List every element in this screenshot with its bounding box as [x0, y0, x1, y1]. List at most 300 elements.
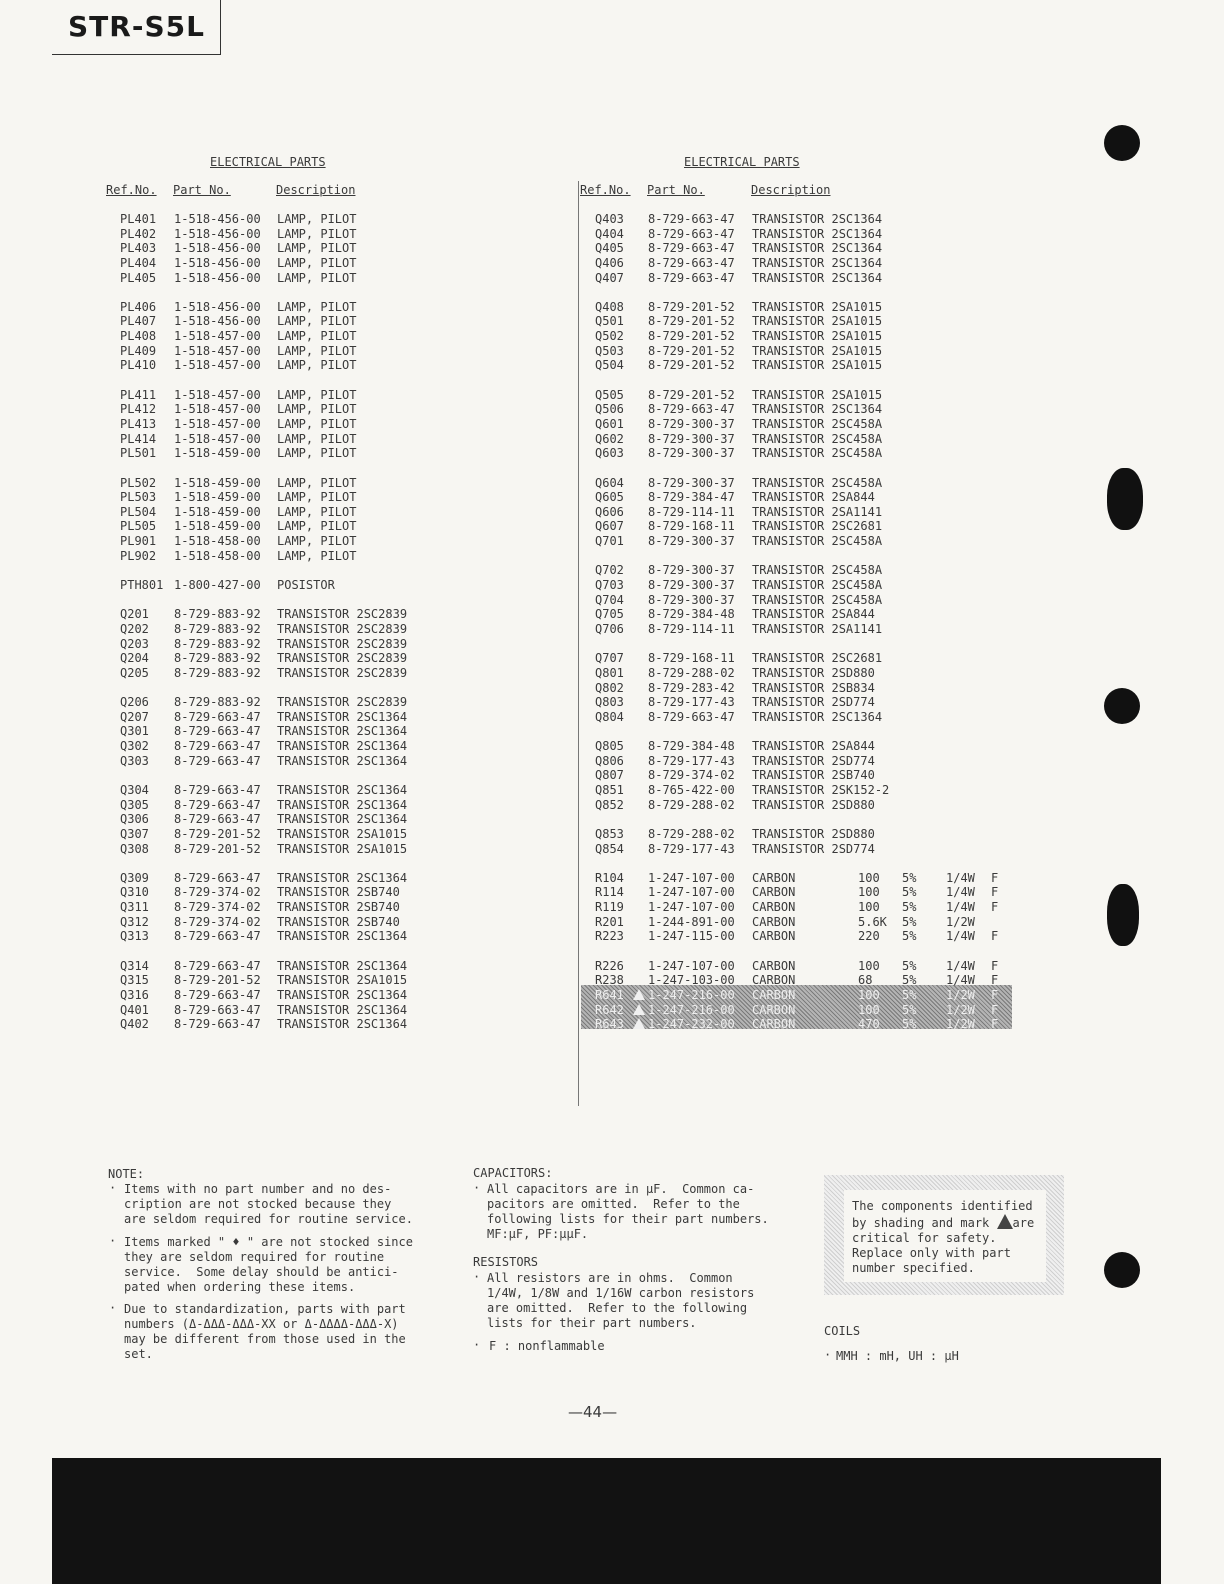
table-row [580, 446, 1010, 461]
part-no: 1-518-457-00 [174, 329, 261, 344]
table-row [580, 710, 1010, 725]
ref-no: Q306 [120, 812, 149, 827]
table-row [580, 915, 1010, 930]
table-row [580, 973, 1010, 988]
part-no: 8-729-283-42 [648, 680, 735, 695]
description: TRANSISTOR 2SC1364 [277, 1002, 408, 1017]
table-row [580, 681, 1010, 696]
ref-no: Q502 [595, 329, 624, 344]
part-no: 8-729-663-47 [174, 929, 261, 944]
table-row [580, 666, 1010, 681]
note-heading: NOTE: [108, 1167, 145, 1181]
description: TRANSISTOR 2SB740 [277, 900, 400, 915]
ref-no: R226 [595, 958, 624, 973]
row-spacer [106, 944, 436, 959]
description: LAMP, PILOT [277, 402, 357, 417]
part-no: 1-518-456-00 [174, 255, 261, 270]
part-no: 8-729-300-37 [648, 578, 735, 593]
part-no: 1-518-456-00 [174, 226, 261, 241]
ref-no: Q408 [595, 299, 624, 314]
resistance-value: 100 [858, 870, 880, 885]
part-no: 8-729-384-47 [648, 490, 735, 505]
resistance-value: 470 [858, 1017, 880, 1032]
part-no: 8-765-422-00 [648, 782, 735, 797]
ref-no: PTH801 [120, 578, 164, 593]
binder-hole [1104, 688, 1140, 724]
description: TRANSISTOR 2SC458A [752, 592, 883, 607]
part-no: 8-729-288-02 [648, 665, 735, 680]
ref-no: Q310 [120, 885, 149, 900]
table-row [580, 929, 1010, 944]
part-no: 8-729-883-92 [174, 651, 261, 666]
table-row [580, 578, 1010, 593]
part-no: 8-729-300-37 [648, 534, 735, 549]
row-spacer [106, 681, 436, 696]
part-no: 8-729-663-47 [648, 212, 735, 226]
table-row [580, 476, 1010, 491]
part-no: 1-518-459-00 [174, 475, 261, 490]
ref-no: Q606 [595, 504, 624, 519]
ref-no: PL405 [120, 270, 157, 285]
row-spacer [106, 768, 436, 783]
ref-no: Q703 [595, 578, 624, 593]
part-no: 8-729-663-47 [174, 870, 261, 885]
description: LAMP, PILOT [277, 343, 357, 358]
part-no: 1-244-891-00 [648, 914, 735, 929]
ref-no: Q405 [595, 241, 624, 256]
ref-no: Q854 [595, 841, 624, 856]
ref-no: Q706 [595, 621, 624, 636]
left-section-title: ELECTRICAL PARTS [210, 155, 326, 169]
resistance-value: 220 [858, 929, 880, 944]
description: LAMP, PILOT [277, 358, 357, 373]
ref-no: Q401 [120, 1002, 149, 1017]
description: TRANSISTOR 2SC2839 [277, 636, 408, 651]
part-no: 1-518-457-00 [174, 431, 261, 446]
row-spacer [580, 549, 1010, 564]
row-spacer [106, 856, 436, 871]
description: TRANSISTOR 2SA1015 [752, 314, 883, 329]
part-no: 8-729-300-37 [648, 416, 735, 431]
table-row [106, 490, 436, 505]
description: TRANSISTOR 2SC1364 [752, 241, 883, 256]
left-header-desc: Description [276, 183, 356, 197]
ref-no: Q503 [595, 343, 624, 358]
ref-no: Q303 [120, 753, 149, 768]
ref-no: R643 [595, 1017, 624, 1032]
flammability-flag: F [991, 958, 999, 973]
table-row [106, 271, 436, 286]
part-no: 1-247-216-00 [648, 987, 735, 1002]
ref-no: Q704 [595, 592, 624, 607]
description: TRANSISTOR 2SC1364 [752, 212, 883, 226]
description: LAMP, PILOT [277, 226, 357, 241]
table-row [580, 1003, 1010, 1018]
ref-no: Q604 [595, 475, 624, 490]
ref-no: R238 [595, 973, 624, 988]
ref-no: PL409 [120, 343, 157, 358]
ref-no: Q601 [595, 416, 624, 431]
description: LAMP, PILOT [277, 314, 357, 329]
ref-no: Q603 [595, 446, 624, 461]
description: TRANSISTOR 2SC2681 [752, 651, 883, 666]
ref-no: Q605 [595, 490, 624, 505]
ref-no: Q805 [595, 739, 624, 754]
ref-no: Q707 [595, 651, 624, 666]
ref-no: Q314 [120, 958, 149, 973]
part-no: 8-729-300-37 [648, 592, 735, 607]
description: CARBON [752, 914, 796, 929]
resistance-value: 100 [858, 1002, 880, 1017]
table-row [106, 929, 436, 944]
ref-no: Q802 [595, 680, 624, 695]
tolerance: 5% [902, 973, 917, 988]
part-no: 8-729-177-43 [648, 753, 735, 768]
resistance-value: 100 [858, 900, 880, 915]
ref-no: PL412 [120, 402, 157, 417]
flammability-flag: F [991, 973, 999, 988]
note-item: Due to standardization, parts with part numbers (Δ-ΔΔΔ-ΔΔΔ-XX or Δ-ΔΔΔΔ-ΔΔΔ-X) may be different from those used in the set. [124, 1302, 406, 1361]
description: LAMP, PILOT [277, 329, 357, 344]
ref-no: Q308 [120, 841, 149, 856]
part-no: 8-729-663-47 [174, 782, 261, 797]
description: TRANSISTOR 2SC458A [752, 446, 883, 461]
description: LAMP, PILOT [277, 255, 357, 270]
table-row [106, 973, 436, 988]
description: TRANSISTOR 2SC458A [752, 431, 883, 446]
part-no: 8-729-374-02 [174, 914, 261, 929]
part-no: 1-247-107-00 [648, 885, 735, 900]
table-row [106, 871, 436, 886]
part-no: 8-729-300-37 [648, 563, 735, 578]
description: TRANSISTOR 2SB834 [752, 680, 875, 695]
description: LAMP, PILOT [277, 431, 357, 446]
table-row [580, 402, 1010, 417]
description: TRANSISTOR 2SC2839 [277, 621, 408, 636]
table-row [106, 358, 436, 373]
part-no: 8-729-663-47 [174, 797, 261, 812]
description: TRANSISTOR 2SB740 [277, 885, 400, 900]
part-no: 8-729-300-37 [648, 446, 735, 461]
table-row [580, 241, 1010, 256]
flammability-flag: F [991, 1017, 999, 1032]
table-row [580, 827, 1010, 842]
part-no: 8-729-883-92 [174, 607, 261, 622]
binder-hole [1104, 125, 1140, 161]
description: TRANSISTOR 2SD880 [752, 797, 875, 812]
row-spacer [580, 373, 1010, 388]
table-row [580, 358, 1010, 373]
tolerance: 5% [902, 1017, 917, 1032]
flammability-flag: F [991, 929, 999, 944]
part-no: 8-729-883-92 [174, 695, 261, 710]
table-row [106, 432, 436, 447]
wattage: 1/4W [946, 885, 975, 900]
table-row [106, 402, 436, 417]
description: TRANSISTOR 2SC1364 [277, 870, 408, 885]
table-row [580, 885, 1010, 900]
wattage: 1/4W [946, 973, 975, 988]
ref-no: PL403 [120, 241, 157, 256]
description: TRANSISTOR 2SC1364 [277, 709, 408, 724]
row-spacer [106, 563, 436, 578]
part-no: 1-518-457-00 [174, 343, 261, 358]
description: TRANSISTOR 2SC1364 [277, 958, 408, 973]
row-spacer [580, 944, 1010, 959]
table-row [106, 446, 436, 461]
description: TRANSISTOR 2SC2681 [752, 519, 883, 534]
ref-no: Q407 [595, 270, 624, 285]
ref-no: PL404 [120, 255, 157, 270]
description: CARBON [752, 1002, 796, 1017]
part-no: 8-729-663-47 [174, 739, 261, 754]
part-no: 1-518-459-00 [174, 490, 261, 505]
tolerance: 5% [902, 1002, 917, 1017]
ref-no: PL504 [120, 504, 157, 519]
part-no: 8-729-374-02 [174, 900, 261, 915]
wattage: 1/4W [946, 929, 975, 944]
ref-no: Q804 [595, 709, 624, 724]
ref-no: PL408 [120, 329, 157, 344]
ref-no: Q206 [120, 695, 149, 710]
description: LAMP, PILOT [277, 387, 357, 402]
left-parts-list [106, 212, 436, 1032]
ref-no: Q301 [120, 724, 149, 739]
row-spacer [580, 461, 1010, 476]
description: TRANSISTOR 2SC458A [752, 563, 883, 578]
right-header-desc: Description [751, 183, 831, 197]
safety-notice-text: The components identified by shading and mark are critical for safety. Replace only with part number specified. [852, 1199, 1035, 1275]
ref-no: PL406 [120, 299, 157, 314]
wattage: 1/4W [946, 870, 975, 885]
table-row [106, 241, 436, 256]
description: TRANSISTOR 2SC2839 [277, 665, 408, 680]
description: TRANSISTOR 2SC2839 [277, 651, 408, 666]
table-row [106, 534, 436, 549]
table-row [106, 827, 436, 842]
description: LAMP, PILOT [277, 416, 357, 431]
description: TRANSISTOR 2SC2839 [277, 607, 408, 622]
description: TRANSISTOR 2SC1364 [752, 226, 883, 241]
description: TRANSISTOR 2SC458A [752, 416, 883, 431]
table-row [580, 842, 1010, 857]
table-row [580, 534, 1010, 549]
wattage: 1/2W [946, 987, 975, 1002]
part-no: 8-729-201-52 [648, 329, 735, 344]
ref-no: Q312 [120, 914, 149, 929]
scan-footer-band [52, 1458, 1161, 1584]
description: TRANSISTOR 2SA1141 [752, 621, 883, 636]
table-row [106, 651, 436, 666]
warning-triangle-icon [633, 989, 645, 1000]
description: TRANSISTOR 2SC1364 [277, 797, 408, 812]
description: TRANSISTOR 2SC1364 [277, 812, 408, 827]
ref-no: R223 [595, 929, 624, 944]
part-no: 8-729-883-92 [174, 621, 261, 636]
flammability-flag: F [991, 987, 999, 1002]
table-row [580, 1017, 1010, 1032]
ref-no: Q803 [595, 695, 624, 710]
part-no: 1-518-459-00 [174, 519, 261, 534]
binder-hole [1104, 1252, 1140, 1288]
description: TRANSISTOR 2SC458A [752, 534, 883, 549]
part-no: 8-729-663-47 [648, 255, 735, 270]
table-row [106, 329, 436, 344]
table-row [106, 842, 436, 857]
table-row [106, 505, 436, 520]
description: TRANSISTOR 2SA844 [752, 739, 875, 754]
table-row [580, 622, 1010, 637]
resistance-value: 100 [858, 885, 880, 900]
part-no: 8-729-663-47 [174, 812, 261, 827]
ref-no: Q602 [595, 431, 624, 446]
flammability-flag: F [991, 1002, 999, 1017]
note-item: Items with no part number and no des- cription are not stocked because they are seldom required for routine service. [124, 1182, 413, 1226]
part-no: 1-518-457-00 [174, 402, 261, 417]
description: LAMP, PILOT [277, 504, 357, 519]
tolerance: 5% [902, 987, 917, 1002]
tolerance: 5% [902, 958, 917, 973]
ref-no: Q504 [595, 358, 624, 373]
table-row [580, 768, 1010, 783]
table-row [106, 710, 436, 725]
coils-text: MMH : mH, UH : μH [836, 1349, 959, 1363]
table-row [580, 300, 1010, 315]
description: TRANSISTOR 2SA1015 [277, 826, 408, 841]
part-no: 8-729-201-52 [174, 841, 261, 856]
description: TRANSISTOR 2SC2839 [277, 695, 408, 710]
part-no: 8-729-201-52 [174, 826, 261, 841]
part-no: 8-729-114-11 [648, 621, 735, 636]
description: TRANSISTOR 2SD880 [752, 665, 875, 680]
right-header-ref: Ref.No. [580, 183, 631, 197]
part-no: 1-518-459-00 [174, 446, 261, 461]
table-row [106, 476, 436, 491]
ref-no: R201 [595, 914, 624, 929]
table-row [106, 388, 436, 403]
ref-no: Q701 [595, 534, 624, 549]
description: TRANSISTOR 2SA1015 [752, 358, 883, 373]
part-no: 1-247-107-00 [648, 900, 735, 915]
ref-no: PL501 [120, 446, 157, 461]
ref-no: Q309 [120, 870, 149, 885]
table-row [106, 783, 436, 798]
ref-no: Q806 [595, 753, 624, 768]
ref-no: Q851 [595, 782, 624, 797]
part-no: 8-729-883-92 [174, 665, 261, 680]
part-no: 8-729-663-47 [174, 724, 261, 739]
part-no: 8-729-168-11 [648, 651, 735, 666]
wattage: 1/2W [946, 1002, 975, 1017]
description: TRANSISTOR 2SC1364 [752, 270, 883, 285]
table-row [106, 1003, 436, 1018]
table-row [106, 988, 436, 1003]
description: TRANSISTOR 2SA1015 [277, 841, 408, 856]
description: TRANSISTOR 2SD880 [752, 826, 875, 841]
part-no: 8-729-201-52 [648, 387, 735, 402]
row-spacer [106, 373, 436, 388]
row-spacer [106, 593, 436, 608]
table-row [106, 695, 436, 710]
row-spacer [580, 285, 1010, 300]
binder-hole [1107, 468, 1143, 530]
warning-triangle-icon [633, 1018, 645, 1029]
part-no: 8-729-663-47 [648, 270, 735, 285]
ref-no: Q801 [595, 665, 624, 680]
table-row [106, 666, 436, 681]
part-no: 8-729-288-02 [648, 826, 735, 841]
part-no: 8-729-201-52 [648, 314, 735, 329]
table-row [106, 417, 436, 432]
ref-no: Q205 [120, 665, 149, 680]
table-row [106, 885, 436, 900]
tolerance: 5% [902, 885, 917, 900]
part-no: 8-729-663-47 [174, 753, 261, 768]
part-no: 8-729-663-47 [174, 987, 261, 1002]
table-row [106, 622, 436, 637]
row-spacer [106, 285, 436, 300]
part-no: 1-518-457-00 [174, 358, 261, 373]
description: TRANSISTOR 2SD774 [752, 695, 875, 710]
resistance-value: 5.6K [858, 914, 887, 929]
ref-no: Q316 [120, 987, 149, 1002]
description: TRANSISTOR 2SB740 [752, 768, 875, 783]
description: CARBON [752, 900, 796, 915]
description: CARBON [752, 958, 796, 973]
part-no: 8-729-201-52 [648, 343, 735, 358]
ref-no: R104 [595, 870, 624, 885]
table-row [580, 739, 1010, 754]
coils-heading: COILS [824, 1324, 861, 1338]
table-row [106, 212, 436, 227]
description: TRANSISTOR 2SK152-2 [752, 782, 890, 797]
part-no: 8-729-300-37 [648, 431, 735, 446]
part-no: 8-729-384-48 [648, 739, 735, 754]
ref-no: Q403 [595, 212, 624, 226]
left-header-ref: Ref.No. [106, 183, 157, 197]
ref-no: Q607 [595, 519, 624, 534]
part-no: 1-518-458-00 [174, 534, 261, 549]
ref-no: Q501 [595, 314, 624, 329]
table-row [580, 695, 1010, 710]
part-no: 1-518-456-00 [174, 314, 261, 329]
part-no: 1-518-456-00 [174, 241, 261, 256]
page-number: —44— [568, 1403, 618, 1421]
description: LAMP, PILOT [277, 548, 357, 563]
resistance-value: 100 [858, 987, 880, 1002]
ref-no: PL407 [120, 314, 157, 329]
table-row [580, 329, 1010, 344]
nonflammable-text: F : nonflammable [489, 1339, 605, 1353]
part-no: 8-729-663-47 [174, 1002, 261, 1017]
table-row [580, 212, 1010, 227]
right-parts-list [580, 212, 1010, 1032]
table-row [106, 314, 436, 329]
part-no: 8-729-663-47 [174, 958, 261, 973]
part-no: 1-518-456-00 [174, 270, 261, 285]
description: TRANSISTOR 2SA1015 [752, 299, 883, 314]
ref-no: PL502 [120, 475, 157, 490]
ref-no: PL402 [120, 226, 157, 241]
capacitors-text: All capacitors are in μF. Common ca- pacitors are omitted. Refer to the following lists for their part numbers. MF:μF, PF:μμF. [487, 1182, 769, 1241]
description: TRANSISTOR 2SC1364 [277, 739, 408, 754]
resistance-value: 100 [858, 958, 880, 973]
table-row [106, 900, 436, 915]
description: TRANSISTOR 2SC1364 [277, 1017, 408, 1032]
flammability-flag: F [991, 870, 999, 885]
row-spacer [580, 856, 1010, 871]
description: CARBON [752, 1017, 796, 1032]
